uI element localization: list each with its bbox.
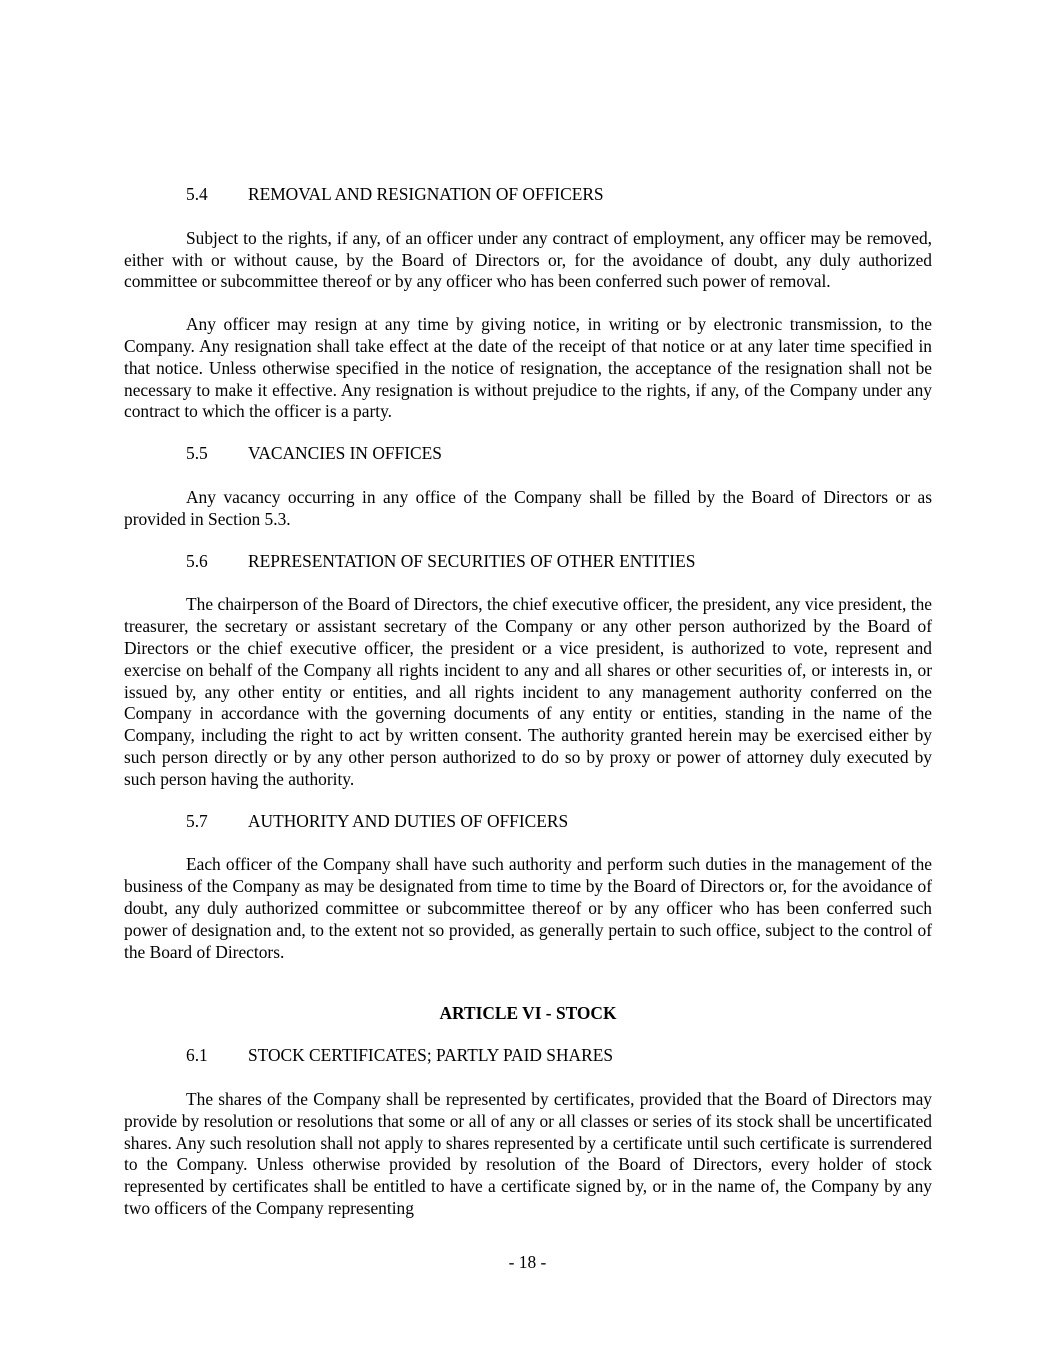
section-number: 5.6	[186, 550, 208, 571]
paragraph: Subject to the rights, if any, of an officer under any contract of employment, any officer may be removed, either with or without cause, by the Board of Directors or, for the avoidance of doubt, any duly authorized committee or subcommittee thereof or by any officer who has been conferred such power of removal.	[124, 227, 932, 292]
section-number: 6.1	[186, 1045, 208, 1066]
section-number: 5.7	[186, 810, 208, 831]
paragraph: Each officer of the Company shall have such authority and perform such duties in the management of the business of the Company as may be designated from time to time by the Board of Directors or, for the avoidance of doubt, any duly authorized committee or subcommittee thereof or by any officer who has been conferred such power of designation and, to the extent not so provided, as generally pertain to such office, subject to the control of the Board of Directors.	[124, 854, 932, 962]
page-number: - 18 -	[508, 1252, 547, 1272]
article-heading: ARTICLE VI - STOCK	[439, 1003, 617, 1024]
section-title: REMOVAL AND RESIGNATION OF OFFICERS	[248, 184, 604, 204]
section-heading-5-6	[124, 551, 932, 573]
section-heading-5-4	[124, 184, 932, 206]
section-title: REPRESENTATION OF SECURITIES OF OTHER ENTITIES	[248, 550, 696, 571]
section-number: 5.5	[186, 443, 208, 464]
section-heading-5-5	[124, 443, 932, 465]
section-title: VACANCIES IN OFFICES	[248, 443, 442, 464]
paragraph: The shares of the Company shall be represented by certificates, provided that the Board of Directors may provide by resolution or resolutions that some or all of any or all classes or series of its stock shall be uncertificated shares. Any such resolution shall not apply to shares represented by a certificate until such certificate is surrendered to the Company. Unless otherwise provided by resolution of the Board of Directors, every holder of stock represented by certificates shall be entitled to have a certificate signed by, or in the name of, the Company by any two officers of the Company representing	[124, 1088, 932, 1218]
paragraph: Any vacancy occurring in any office of the Company shall be filled by the Board of Directors or as provided in Section 5.3.	[124, 486, 932, 529]
paragraph: The chairperson of the Board of Directors, the chief executive officer, the president, any vice president, the treasurer, the secretary or assistant secretary of the Company or any other person authorized by the Board of Directors or the chief executive officer, the president or a vice president, is authorized to vote, represent and exercise on behalf of the Company all rights incident to any and all shares or other securities of, or interests in, or issued by, any other entity or entities, and all rights incident to any management authority conferred on the Company in accordance with the governing documents of any entity or entities, standing in the name of the Company, including the right to act by written consent. The authority granted herein may be exercised either by such person directly or by any other person authorized to do so by proxy or power of attorney duly executed by such person having the authority.	[124, 594, 932, 789]
section-title: STOCK CERTIFICATES; PARTLY PAID SHARES	[248, 1045, 613, 1066]
section-heading-5-7	[124, 811, 932, 833]
page-body	[124, 184, 932, 1220]
section-heading-6-1	[124, 1045, 932, 1067]
section-number: 5.4	[186, 184, 208, 204]
paragraph: Any officer may resign at any time by giving notice, in writing or by electronic transmission, to the Company. Any resignation shall take effect at the date of the receipt of that notice or at any later time specified in that notice. Unless otherwise specified in the notice of resignation, the acceptance of the resignation shall not be necessary to make it effective. Any resignation is without prejudice to the rights, if any, of the Company under any contract to which the officer is a party.	[124, 314, 932, 422]
section-title: AUTHORITY AND DUTIES OF OFFICERS	[248, 810, 569, 831]
